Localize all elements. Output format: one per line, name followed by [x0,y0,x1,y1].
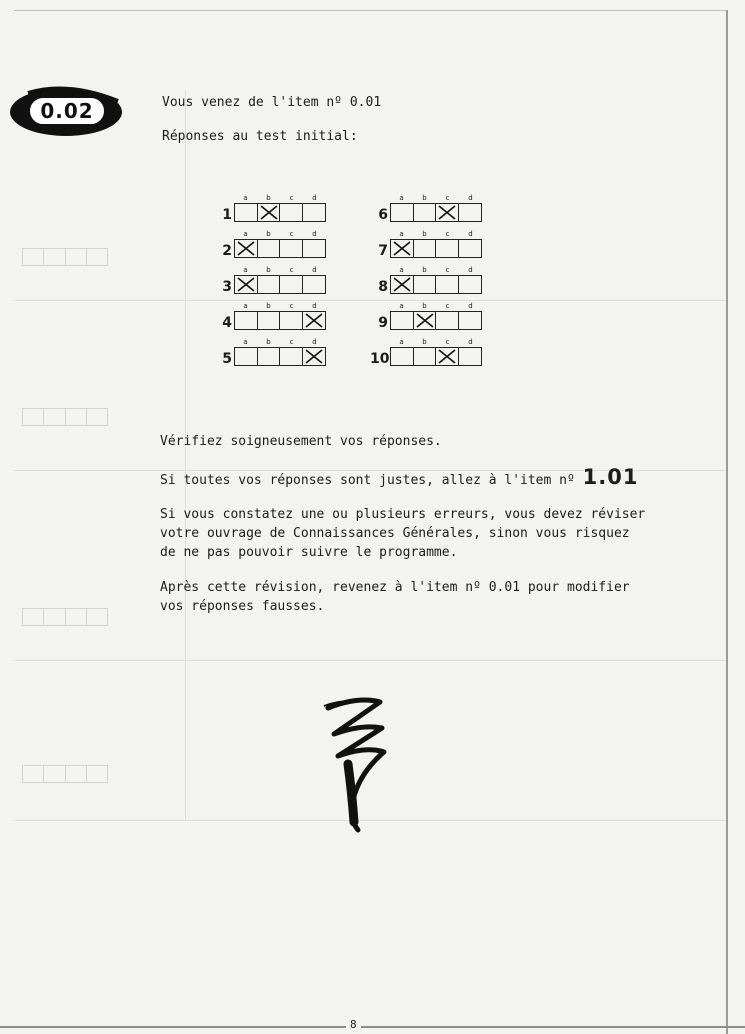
answer-box-d [459,276,481,293]
answer-row [370,338,490,372]
answer-row [370,230,490,264]
choice-letter: c [289,194,294,202]
choice-letter: c [445,266,450,274]
question-number: 10 [370,351,390,367]
answer-box-a [235,348,258,365]
choice-letter: b [422,266,427,274]
cross-mark-icon [237,277,255,292]
errors-line-2: votre ouvrage de Connaissances Générales, sinon vous risquez [160,526,630,541]
choice-letters [390,230,482,238]
choice-letter: c [445,338,450,346]
choice-letter: c [289,338,294,346]
choice-letters [234,302,326,310]
cross-mark-icon [260,205,278,220]
question-number: 3 [222,279,232,295]
answer-box-a [391,348,414,365]
choice-letter: d [312,194,317,202]
answer-row [214,194,334,228]
cross-mark-icon [416,313,434,328]
choice-letter: d [312,338,317,346]
answer-box-a-checked [391,276,414,293]
answer-box-c [436,240,459,257]
choice-letter: a [399,230,404,238]
choice-letter: b [266,302,271,310]
answer-box-a [235,204,258,221]
answer-box-d [459,240,481,257]
choice-letter: b [266,338,271,346]
choice-letter: b [422,302,427,310]
choice-letter: c [445,194,450,202]
answers-heading: Réponses au test initial: [162,129,358,144]
choice-letter: c [289,266,294,274]
choice-letter: a [399,338,404,346]
choice-letter: d [468,266,473,274]
cross-mark-icon [237,241,255,256]
errors-line-1: Si vous constatez une ou plusieurs erreurs, vous devez réviser [160,507,646,522]
choice-letter: a [243,194,248,202]
answer-box-d [303,276,325,293]
choice-letter: d [468,302,473,310]
answer-boxes [390,311,482,330]
choice-letter: d [468,230,473,238]
answer-box-d [303,240,325,257]
answer-box-b [258,348,281,365]
answer-boxes [234,311,326,330]
revision-line-2: vos réponses fausses. [160,599,325,614]
answer-row [370,266,490,300]
answer-box-b [414,348,437,365]
answer-boxes [390,275,482,294]
question-number: 2 [222,243,232,259]
answer-box-d [459,348,481,365]
answer-boxes [234,239,326,258]
answer-box-c [280,348,303,365]
choice-letter: b [422,338,427,346]
answer-boxes [234,203,326,222]
answer-box-c [280,312,303,329]
question-number: 8 [378,279,388,295]
all-correct-text [160,465,639,490]
answer-boxes [390,203,482,222]
question-number: 1 [222,207,232,223]
answer-row [370,194,490,228]
choice-letters [234,266,326,274]
errors-line-3: de ne pas pouvoir suivre le programme. [160,545,458,560]
answer-row [214,302,334,336]
answer-box-c-checked [436,348,459,365]
page-frame-top [14,10,726,11]
answer-row [214,230,334,264]
next-item-number: 1.01 [582,465,639,489]
choice-letters [390,266,482,274]
from-item-text: Vous venez de l'item nº 0.01 [162,95,382,110]
answer-row [214,266,334,300]
question-number: 5 [222,351,232,367]
answer-box-b-checked [258,204,281,221]
item-number-badge [8,83,126,139]
all-correct-prefix: Si toutes vos réponses sont justes, allez à l'item nº [160,473,575,488]
choice-letter: a [243,338,248,346]
cross-mark-icon [393,277,411,292]
answer-box-a-checked [391,240,414,257]
answer-box-a [391,312,414,329]
choice-letter: a [243,230,248,238]
answer-box-c [280,204,303,221]
choice-letter: d [312,266,317,274]
answer-box-a [391,204,414,221]
verify-text: Vérifiez soigneusement vos réponses. [160,434,442,449]
cross-mark-icon [305,313,323,328]
answer-box-c [280,240,303,257]
answer-box-d-checked [303,312,325,329]
cross-mark-icon [393,241,411,256]
answer-box-b [414,240,437,257]
answer-row [214,338,334,372]
choice-letter: b [266,266,271,274]
answer-box-b-checked [414,312,437,329]
answer-box-a-checked [235,276,258,293]
choice-letters [234,338,326,346]
answer-boxes [234,275,326,294]
answer-box-b [414,204,437,221]
choice-letter: a [399,302,404,310]
answer-boxes [234,347,326,366]
choice-letter: b [422,230,427,238]
choice-letters [390,302,482,310]
answer-boxes [390,347,482,366]
answer-box-c [280,276,303,293]
answer-box-c [436,312,459,329]
choice-letter: b [422,194,427,202]
choice-letter: d [468,338,473,346]
answer-box-b [258,276,281,293]
choice-letter: a [243,302,248,310]
page-frame-right [726,10,728,1034]
choice-letter: a [399,194,404,202]
question-number: 7 [378,243,388,259]
choice-letter: c [445,302,450,310]
answer-box-a [235,312,258,329]
choice-letters [234,194,326,202]
choice-letter: c [289,302,294,310]
answer-box-c [436,276,459,293]
choice-letter: a [243,266,248,274]
answer-box-b [258,240,281,257]
question-number: 9 [378,315,388,331]
choice-letter: b [266,194,271,202]
page-number: 8 [346,1018,361,1031]
answer-box-d [303,204,325,221]
choice-letters [390,194,482,202]
answer-box-d [459,204,481,221]
item-number: 0.02 [28,96,105,126]
choice-letter: d [312,230,317,238]
answer-box-d-checked [303,348,325,365]
answer-box-d [459,312,481,329]
choice-letter: d [468,194,473,202]
publisher-logo-icon [318,694,398,834]
answer-box-b [258,312,281,329]
answer-row [370,302,490,336]
answer-boxes [390,239,482,258]
question-number: 6 [378,207,388,223]
answer-grid [214,194,514,374]
choice-letters [234,230,326,238]
choice-letters [390,338,482,346]
choice-letter: c [445,230,450,238]
answer-box-b [414,276,437,293]
cross-mark-icon [438,205,456,220]
choice-letter: a [399,266,404,274]
revision-line-1: Après cette révision, revenez à l'item nº 0.01 pour modifier [160,580,630,595]
cross-mark-icon [305,349,323,364]
choice-letter: c [289,230,294,238]
answer-box-c-checked [436,204,459,221]
cross-mark-icon [438,349,456,364]
choice-letter: b [266,230,271,238]
answer-box-a-checked [235,240,258,257]
page-frame-bottom [0,1026,745,1028]
choice-letter: d [312,302,317,310]
question-number: 4 [222,315,232,331]
